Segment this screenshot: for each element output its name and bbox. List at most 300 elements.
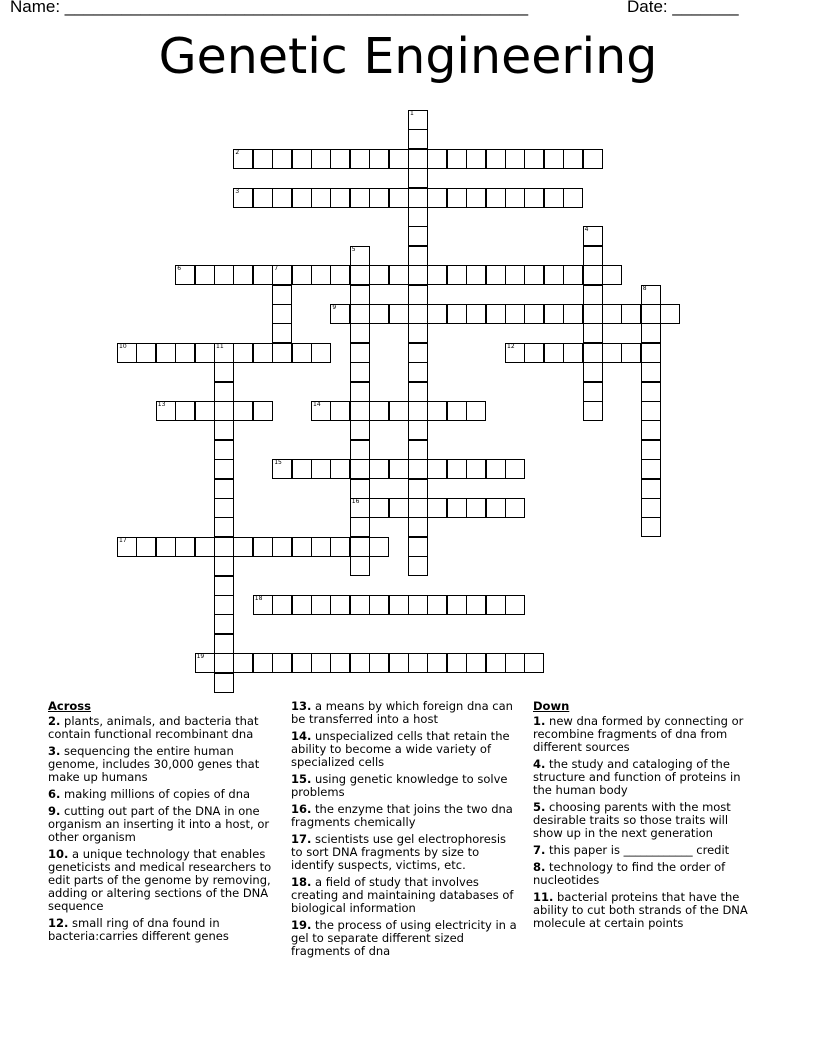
grid-cell[interactable] xyxy=(466,459,486,479)
grid-cell[interactable] xyxy=(389,265,409,285)
grid-cell[interactable] xyxy=(214,343,234,363)
clue-item xyxy=(48,848,278,913)
grid-cell[interactable] xyxy=(563,149,583,169)
grid-cell[interactable] xyxy=(117,343,137,363)
grid-cell[interactable] xyxy=(427,595,447,615)
grid-cell[interactable] xyxy=(563,343,583,363)
grid-cell[interactable] xyxy=(175,537,195,557)
grid-cell[interactable] xyxy=(583,226,603,246)
grid-cell[interactable] xyxy=(272,343,292,363)
grid-cell[interactable] xyxy=(311,265,331,285)
clue-number: 15 xyxy=(274,459,282,467)
grid-cell[interactable] xyxy=(408,556,428,576)
grid-cell[interactable] xyxy=(369,459,389,479)
grid-cell[interactable] xyxy=(272,595,292,615)
grid-cell[interactable] xyxy=(466,653,486,673)
grid-cell[interactable] xyxy=(292,653,312,673)
grid-cell[interactable] xyxy=(427,304,447,324)
grid-cell[interactable] xyxy=(602,343,622,363)
grid-cell[interactable] xyxy=(272,285,292,305)
grid-cell[interactable] xyxy=(389,304,409,324)
grid-cell[interactable] xyxy=(253,149,273,169)
clue-number: 5. xyxy=(533,800,546,814)
grid-cell[interactable] xyxy=(195,653,215,673)
grid-cell[interactable] xyxy=(350,537,370,557)
grid-cell[interactable] xyxy=(233,149,253,169)
grid-cell[interactable] xyxy=(408,168,428,188)
grid-cell[interactable] xyxy=(486,304,506,324)
grid-cell[interactable] xyxy=(641,285,661,305)
grid-cell[interactable] xyxy=(505,459,525,479)
clue-number: 1 xyxy=(410,110,414,117)
clue-number: 10 xyxy=(119,342,127,350)
clue-text: this paper is ____________ credit xyxy=(545,843,730,857)
grid-cell[interactable] xyxy=(330,304,350,324)
grid-cell[interactable] xyxy=(214,265,234,285)
grid-cell[interactable] xyxy=(292,265,312,285)
grid-cell[interactable] xyxy=(253,595,273,615)
clue-text: new dna formed by connecting or recombine fragments of dna from different sources xyxy=(533,714,744,754)
clue-number: 2 xyxy=(235,148,240,156)
grid-cell[interactable] xyxy=(466,595,486,615)
grid-cell[interactable] xyxy=(350,440,370,460)
grid-cell[interactable] xyxy=(175,401,195,421)
grid-cell[interactable] xyxy=(486,265,506,285)
clue-text: plants, animals, and bacteria that contain functional recombinant dna xyxy=(48,714,259,741)
grid-cell[interactable] xyxy=(447,595,467,615)
grid-cell[interactable] xyxy=(195,343,215,363)
grid-cell[interactable] xyxy=(447,149,467,169)
grid-cell[interactable] xyxy=(466,265,486,285)
grid-cell[interactable] xyxy=(486,188,506,208)
grid-cell[interactable] xyxy=(292,459,312,479)
grid-cell[interactable] xyxy=(272,653,292,673)
grid-cell[interactable] xyxy=(408,420,428,440)
grid-cell[interactable] xyxy=(389,188,409,208)
grid-cell[interactable] xyxy=(621,304,641,324)
clue-number: 3. xyxy=(48,744,61,758)
grid-cell[interactable] xyxy=(408,479,428,499)
grid-cell[interactable] xyxy=(505,188,525,208)
grid-cell[interactable] xyxy=(195,265,215,285)
grid-cell[interactable] xyxy=(447,498,467,518)
clue-number: 10. xyxy=(48,847,69,861)
grid-cell[interactable] xyxy=(253,653,273,673)
grid-cell[interactable] xyxy=(408,285,428,305)
grid-cell[interactable] xyxy=(350,459,370,479)
grid-cell[interactable] xyxy=(641,517,661,537)
grid-cell[interactable] xyxy=(389,653,409,673)
grid-cell[interactable] xyxy=(156,401,176,421)
grid-cell[interactable] xyxy=(524,304,544,324)
grid-cell[interactable] xyxy=(156,537,176,557)
grid-cell[interactable] xyxy=(292,537,312,557)
grid-cell[interactable] xyxy=(408,207,428,227)
grid-cell[interactable] xyxy=(466,401,486,421)
grid-cell[interactable] xyxy=(583,304,603,324)
grid-cell[interactable] xyxy=(214,576,234,596)
grid-cell[interactable] xyxy=(330,188,350,208)
grid-cell[interactable] xyxy=(408,653,428,673)
grid-cell[interactable] xyxy=(330,265,350,285)
grid-cell[interactable] xyxy=(233,537,253,557)
grid-cell[interactable] xyxy=(214,673,234,693)
clues-column-1 xyxy=(48,700,278,947)
grid-cell[interactable] xyxy=(350,246,370,266)
grid-cell[interactable] xyxy=(408,595,428,615)
grid-cell[interactable] xyxy=(583,401,603,421)
grid-cell[interactable] xyxy=(272,304,292,324)
grid-cell[interactable] xyxy=(524,343,544,363)
grid-cell[interactable] xyxy=(292,149,312,169)
grid-cell[interactable] xyxy=(117,537,137,557)
grid-cell[interactable] xyxy=(408,498,428,518)
grid-cell[interactable] xyxy=(563,188,583,208)
clue-number: 16 xyxy=(351,498,360,505)
grid-cell[interactable] xyxy=(330,537,350,557)
grid-cell[interactable] xyxy=(311,149,331,169)
grid-cell[interactable] xyxy=(389,149,409,169)
grid-cell[interactable] xyxy=(214,517,234,537)
grid-cell[interactable] xyxy=(544,265,564,285)
grid-cell[interactable] xyxy=(253,343,273,363)
grid-cell[interactable] xyxy=(427,459,447,479)
clue-number: 15. xyxy=(291,772,312,786)
grid-cell[interactable] xyxy=(466,498,486,518)
grid-cell[interactable] xyxy=(214,614,234,634)
grid-cell[interactable] xyxy=(330,595,350,615)
grid-cell[interactable] xyxy=(233,265,253,285)
grid-cell[interactable] xyxy=(311,188,331,208)
grid-cell[interactable] xyxy=(214,556,234,576)
grid-cell[interactable] xyxy=(292,595,312,615)
grid-cell[interactable] xyxy=(544,149,564,169)
grid-cell[interactable] xyxy=(311,537,331,557)
grid-cell[interactable] xyxy=(583,246,603,266)
grid-cell[interactable] xyxy=(214,362,234,382)
grid-cell[interactable] xyxy=(350,653,370,673)
clue-number: 6. xyxy=(48,787,61,801)
grid-cell[interactable] xyxy=(272,188,292,208)
grid-cell[interactable] xyxy=(544,188,564,208)
grid-cell[interactable] xyxy=(563,304,583,324)
grid-cell[interactable] xyxy=(466,188,486,208)
clue-number: 11. xyxy=(533,890,554,904)
grid-cell[interactable] xyxy=(350,401,370,421)
grid-cell[interactable] xyxy=(486,498,506,518)
grid-cell[interactable] xyxy=(447,459,467,479)
grid-cell[interactable] xyxy=(311,459,331,479)
grid-cell[interactable] xyxy=(350,343,370,363)
grid-cell[interactable] xyxy=(505,498,525,518)
grid-cell[interactable] xyxy=(233,401,253,421)
clues-column-2 xyxy=(291,700,519,962)
clue-item xyxy=(533,715,758,754)
grid-cell[interactable] xyxy=(641,498,661,518)
clues-column-down xyxy=(533,700,758,934)
grid-cell[interactable] xyxy=(427,653,447,673)
grid-cell[interactable] xyxy=(272,265,292,285)
clue-item xyxy=(291,730,519,769)
grid-cell[interactable] xyxy=(563,265,583,285)
clue-item xyxy=(48,745,278,784)
grid-cell[interactable] xyxy=(641,382,661,402)
grid-cell[interactable] xyxy=(175,265,195,285)
grid-cell[interactable] xyxy=(330,401,350,421)
grid-cell[interactable] xyxy=(408,517,428,537)
grid-cell[interactable] xyxy=(350,517,370,537)
grid-cell[interactable] xyxy=(466,304,486,324)
grid-cell[interactable] xyxy=(505,304,525,324)
grid-cell[interactable] xyxy=(641,420,661,440)
grid-cell[interactable] xyxy=(292,343,312,363)
grid-cell[interactable] xyxy=(369,653,389,673)
grid-cell[interactable] xyxy=(408,188,428,208)
grid-cell[interactable] xyxy=(447,188,467,208)
grid-cell[interactable] xyxy=(350,149,370,169)
clue-item xyxy=(48,917,278,943)
grid-cell[interactable] xyxy=(524,188,544,208)
grid-cell[interactable] xyxy=(369,304,389,324)
grid-cell[interactable] xyxy=(408,246,428,266)
grid-cell[interactable] xyxy=(466,149,486,169)
grid-cell[interactable] xyxy=(369,498,389,518)
grid-cell[interactable] xyxy=(408,382,428,402)
clue-number: 7 xyxy=(274,265,279,273)
grid-cell[interactable] xyxy=(156,343,176,363)
name-field[interactable]: Name: _________________________________________________ xyxy=(10,0,529,16)
grid-cell[interactable] xyxy=(641,401,661,421)
grid-cell[interactable] xyxy=(214,440,234,460)
grid-cell[interactable] xyxy=(369,188,389,208)
grid-cell[interactable] xyxy=(660,304,680,324)
grid-cell[interactable] xyxy=(583,323,603,343)
grid-cell[interactable] xyxy=(486,149,506,169)
grid-cell[interactable] xyxy=(233,653,253,673)
clue-text: unspecialized cells that retain the ability to become a wide variety of specialized cells xyxy=(291,729,510,769)
grid-cell[interactable] xyxy=(583,343,603,363)
grid-cell[interactable] xyxy=(641,323,661,343)
grid-cell[interactable] xyxy=(408,440,428,460)
grid-cell[interactable] xyxy=(350,362,370,382)
clue-number: 11 xyxy=(216,342,224,350)
grid-cell[interactable] xyxy=(233,343,253,363)
grid-cell[interactable] xyxy=(427,401,447,421)
grid-cell[interactable] xyxy=(408,323,428,343)
grid-cell[interactable] xyxy=(214,537,234,557)
grid-cell[interactable] xyxy=(311,595,331,615)
grid-cell[interactable] xyxy=(389,401,409,421)
grid-cell[interactable] xyxy=(583,382,603,402)
clue-text: scientists use gel electrophoresis to sort DNA fragments by size to identify suspects, victims, etc. xyxy=(291,832,507,872)
grid-cell[interactable] xyxy=(214,498,234,518)
clue-number: 12. xyxy=(48,916,69,930)
grid-cell[interactable] xyxy=(272,323,292,343)
grid-cell[interactable] xyxy=(505,149,525,169)
clue-number: 18. xyxy=(291,875,312,889)
grid-cell[interactable] xyxy=(408,110,428,130)
date-field[interactable]: Date: _______ xyxy=(627,0,739,16)
clue-text: making millions of copies of dna xyxy=(60,787,251,801)
grid-cell[interactable] xyxy=(253,188,273,208)
grid-cell[interactable] xyxy=(583,362,603,382)
grid-cell[interactable] xyxy=(389,459,409,479)
grid-cell[interactable] xyxy=(214,420,234,440)
clue-number: 12 xyxy=(507,342,515,350)
grid-cell[interactable] xyxy=(272,149,292,169)
clue-item xyxy=(533,844,758,857)
clue-item xyxy=(533,758,758,797)
grid-cell[interactable] xyxy=(350,595,370,615)
grid-cell[interactable] xyxy=(447,304,467,324)
grid-cell[interactable] xyxy=(214,479,234,499)
grid-cell[interactable] xyxy=(330,459,350,479)
grid-cell[interactable] xyxy=(253,265,273,285)
grid-cell[interactable] xyxy=(447,401,467,421)
grid-cell[interactable] xyxy=(369,537,389,557)
grid-cell[interactable] xyxy=(602,265,622,285)
grid-cell[interactable] xyxy=(408,401,428,421)
grid-cell[interactable] xyxy=(447,265,467,285)
clue-item xyxy=(48,788,278,801)
grid-cell[interactable] xyxy=(408,226,428,246)
grid-cell[interactable] xyxy=(602,304,622,324)
grid-cell[interactable] xyxy=(389,498,409,518)
grid-cell[interactable] xyxy=(505,265,525,285)
grid-cell[interactable] xyxy=(350,479,370,499)
grid-cell[interactable] xyxy=(505,343,525,363)
grid-cell[interactable] xyxy=(621,343,641,363)
grid-cell[interactable] xyxy=(214,634,234,654)
clue-item xyxy=(291,833,519,872)
clue-number: 19. xyxy=(291,918,312,932)
grid-cell[interactable] xyxy=(389,595,409,615)
grid-cell[interactable] xyxy=(641,362,661,382)
grid-cell[interactable] xyxy=(292,188,312,208)
grid-cell[interactable] xyxy=(583,265,603,285)
grid-cell[interactable] xyxy=(641,459,661,479)
grid-cell[interactable] xyxy=(350,498,370,518)
grid-cell[interactable] xyxy=(369,149,389,169)
clue-number: 13. xyxy=(291,699,312,713)
grid-cell[interactable] xyxy=(408,304,428,324)
grid-cell[interactable] xyxy=(350,188,370,208)
grid-cell[interactable] xyxy=(524,265,544,285)
grid-cell[interactable] xyxy=(233,188,253,208)
clue-text: the enzyme that joins the two dna fragments chemically xyxy=(291,802,513,829)
across-heading: Across xyxy=(48,699,91,713)
grid-cell[interactable] xyxy=(175,343,195,363)
grid-cell[interactable] xyxy=(136,537,156,557)
grid-cell[interactable] xyxy=(350,323,370,343)
clue-item xyxy=(291,876,519,915)
grid-cell[interactable] xyxy=(641,440,661,460)
grid-cell[interactable] xyxy=(544,343,564,363)
grid-cell[interactable] xyxy=(408,265,428,285)
grid-cell[interactable] xyxy=(195,537,215,557)
clue-number: 6 xyxy=(177,265,182,273)
grid-cell[interactable] xyxy=(350,265,370,285)
grid-cell[interactable] xyxy=(330,653,350,673)
grid-cell[interactable] xyxy=(214,653,234,673)
grid-cell[interactable] xyxy=(408,459,428,479)
grid-cell[interactable] xyxy=(272,459,292,479)
grid-cell[interactable] xyxy=(408,149,428,169)
clue-text: technology to find the order of nucleotides xyxy=(533,860,726,887)
clue-text: small ring of dna found in bacteria:carries different genes xyxy=(48,916,229,943)
grid-cell[interactable] xyxy=(350,304,370,324)
grid-cell[interactable] xyxy=(427,498,447,518)
grid-cell[interactable] xyxy=(195,401,215,421)
grid-cell[interactable] xyxy=(408,129,428,149)
grid-cell[interactable] xyxy=(486,459,506,479)
grid-cell[interactable] xyxy=(486,595,506,615)
grid-cell[interactable] xyxy=(350,382,370,402)
grid-cell[interactable] xyxy=(350,420,370,440)
grid-cell[interactable] xyxy=(214,595,234,615)
grid-cell[interactable] xyxy=(583,149,603,169)
grid-cell[interactable] xyxy=(505,653,525,673)
grid-cell[interactable] xyxy=(214,382,234,402)
clue-item xyxy=(291,773,519,799)
grid-cell[interactable] xyxy=(214,401,234,421)
grid-cell[interactable] xyxy=(408,362,428,382)
grid-cell[interactable] xyxy=(408,537,428,557)
grid-cell[interactable] xyxy=(369,401,389,421)
grid-cell[interactable] xyxy=(311,343,331,363)
grid-cell[interactable] xyxy=(486,653,506,673)
clue-item xyxy=(291,919,519,958)
grid-cell[interactable] xyxy=(524,149,544,169)
grid-cell[interactable] xyxy=(369,265,389,285)
clue-item xyxy=(291,700,519,726)
grid-cell[interactable] xyxy=(447,653,467,673)
clue-number: 8 xyxy=(642,284,647,292)
grid-cell[interactable] xyxy=(272,537,292,557)
grid-cell[interactable] xyxy=(427,265,447,285)
grid-cell[interactable] xyxy=(641,343,661,363)
grid-cell[interactable] xyxy=(311,653,331,673)
clue-text: the process of using electricity in a gel to separate different sized fragments of dna xyxy=(291,918,517,958)
grid-cell[interactable] xyxy=(253,401,273,421)
grid-cell[interactable] xyxy=(408,343,428,363)
grid-cell[interactable] xyxy=(505,595,525,615)
grid-cell[interactable] xyxy=(136,343,156,363)
clue-number: 9 xyxy=(332,304,337,311)
grid-cell[interactable] xyxy=(641,479,661,499)
grid-cell[interactable] xyxy=(253,537,273,557)
grid-cell[interactable] xyxy=(544,304,564,324)
grid-cell[interactable] xyxy=(330,149,350,169)
clue-number: 18 xyxy=(254,595,263,602)
grid-cell[interactable] xyxy=(350,556,370,576)
grid-cell[interactable] xyxy=(583,285,603,305)
clue-item xyxy=(533,891,758,930)
grid-cell[interactable] xyxy=(350,285,370,305)
clue-number: 1. xyxy=(533,714,546,728)
clue-number: 14 xyxy=(313,401,321,408)
grid-cell[interactable] xyxy=(641,304,661,324)
clue-text: a field of study that involves creating and maintaining databases of biological information xyxy=(291,875,514,915)
clue-text: a unique technology that enables geneticists and medical researchers to edit parts of the genome by removing, adding or altering sections of the DNA sequence xyxy=(48,847,272,913)
grid-cell[interactable] xyxy=(524,653,544,673)
clue-number: 3 xyxy=(235,187,240,195)
grid-cell[interactable] xyxy=(214,459,234,479)
grid-cell[interactable] xyxy=(311,401,331,421)
grid-cell[interactable] xyxy=(427,188,447,208)
grid-cell[interactable] xyxy=(369,595,389,615)
grid-cell[interactable] xyxy=(427,149,447,169)
